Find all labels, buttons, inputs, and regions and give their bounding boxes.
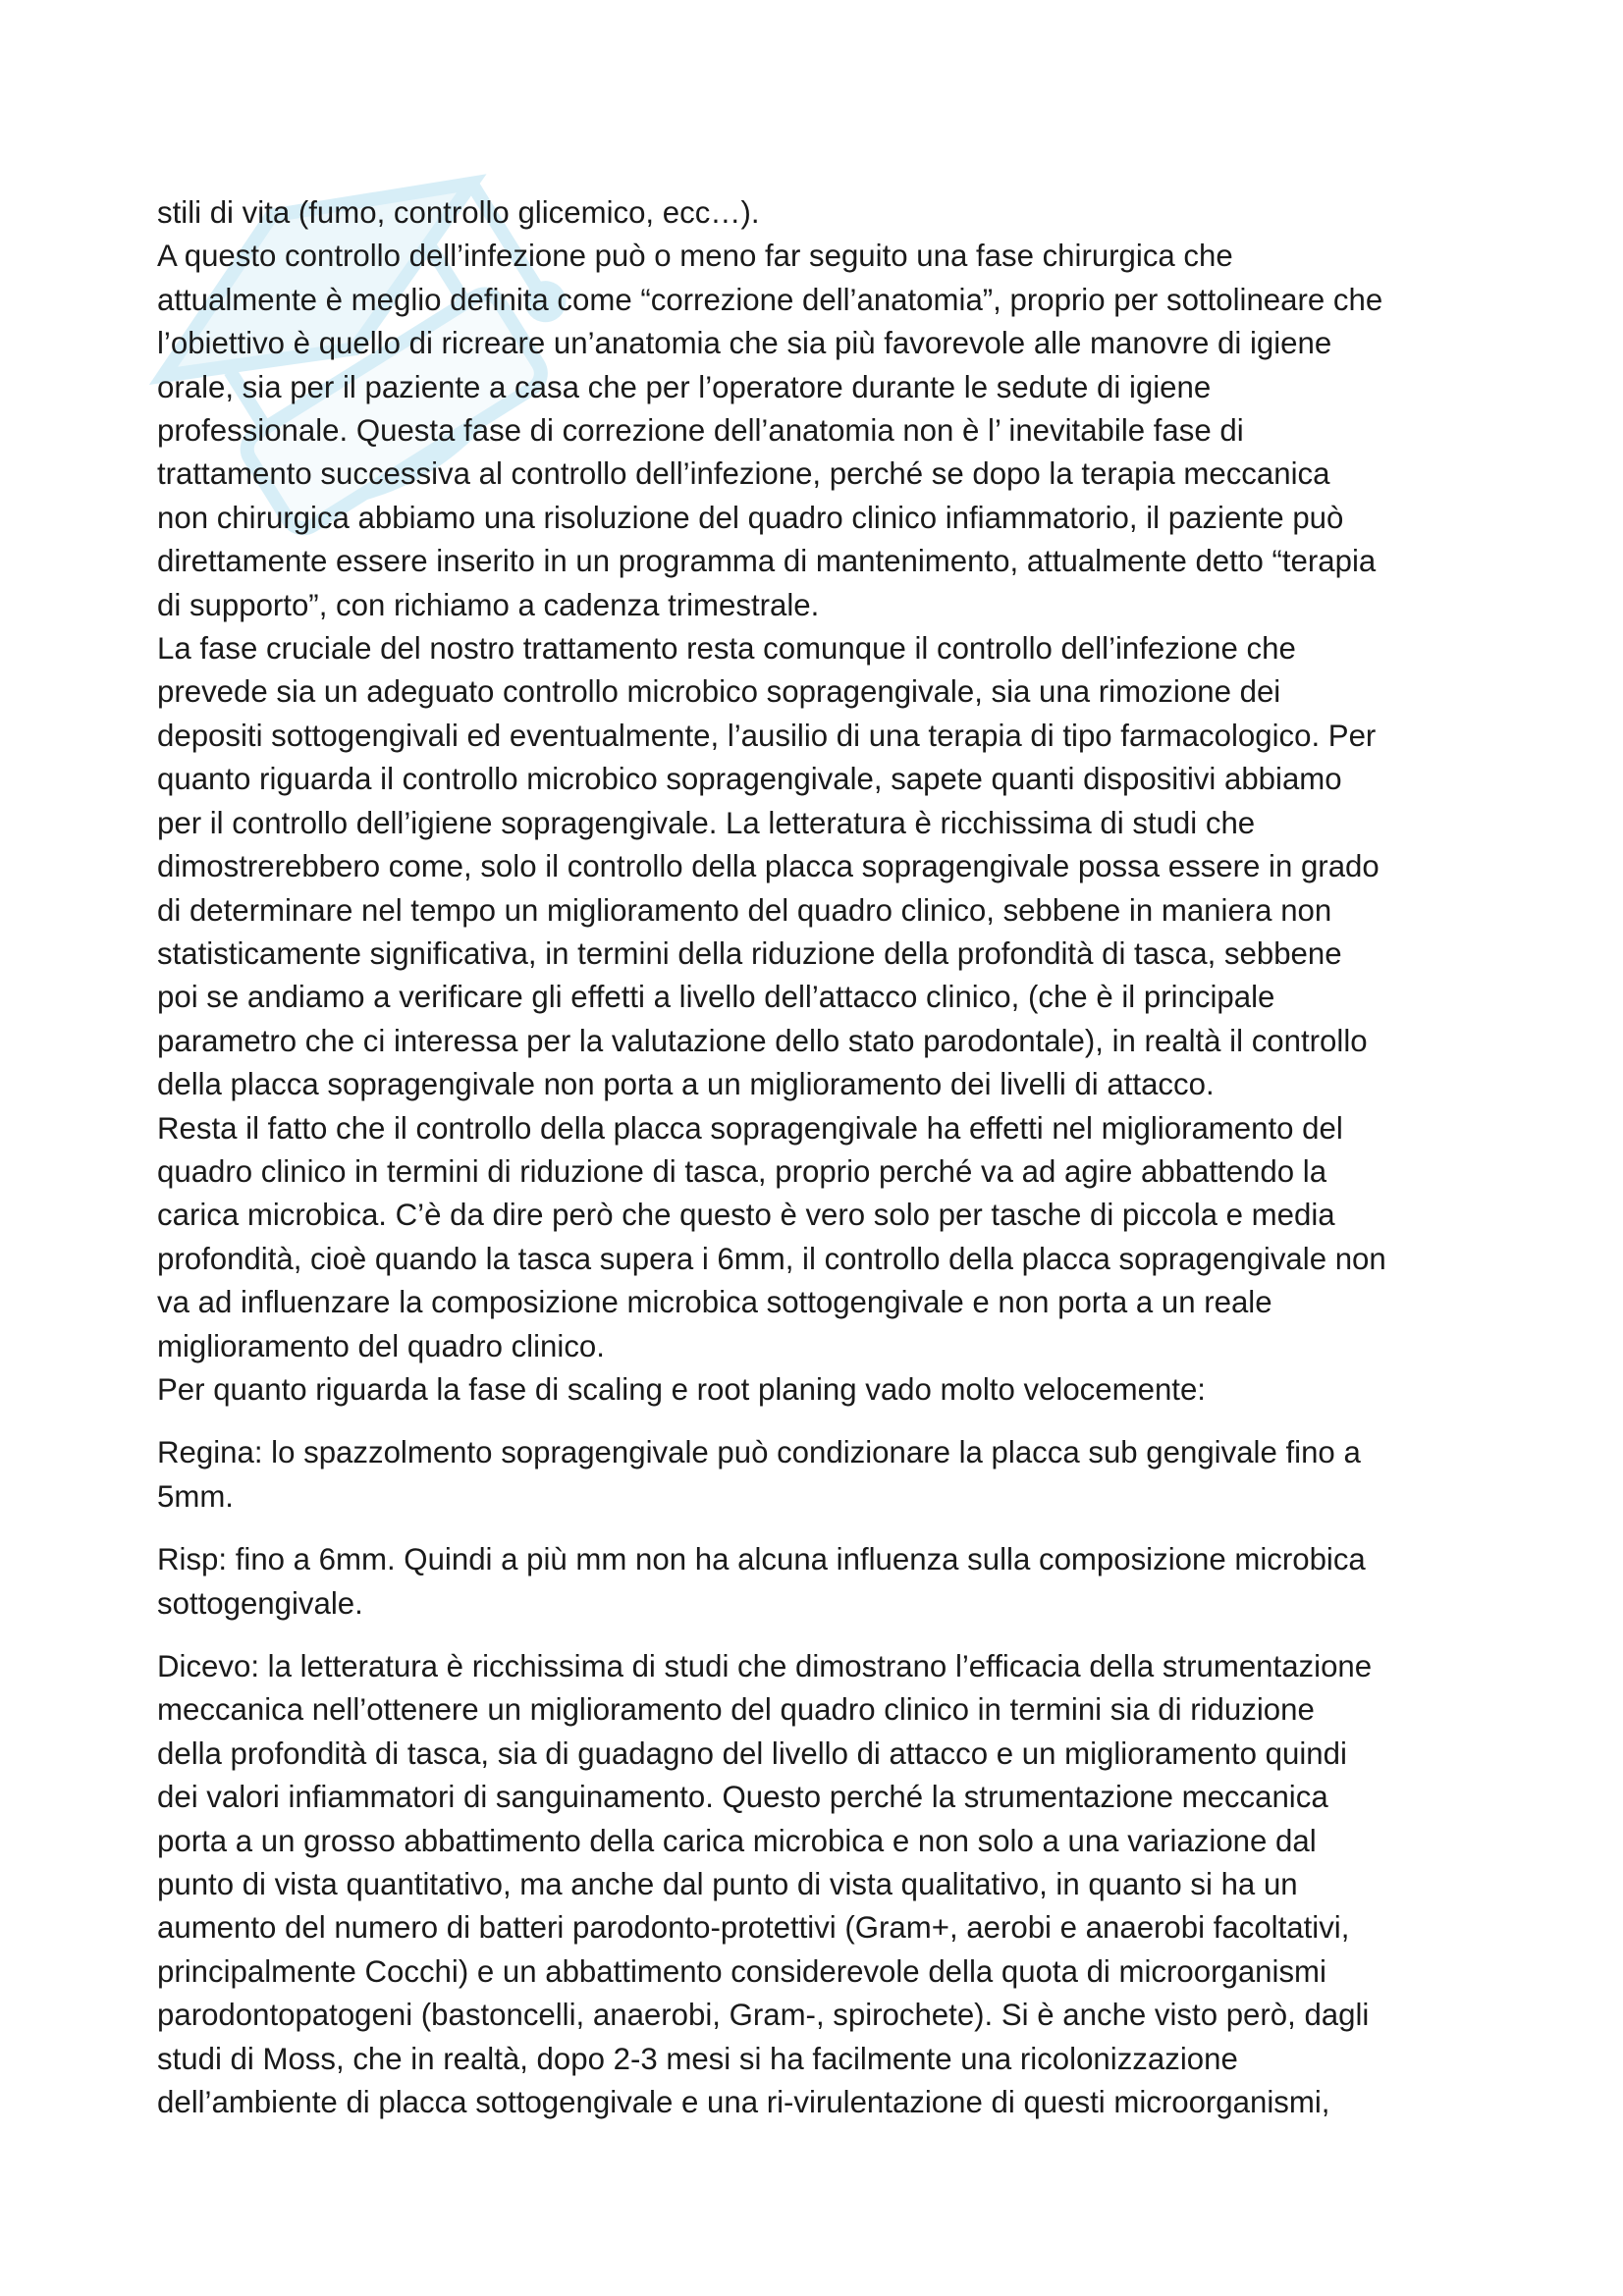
text-line: miglioramento del quadro clinico. [157,1328,605,1363]
text-line: profondità, cioè quando la tasca supera i 6mm, il controllo della placca sopragengivale non [157,1241,1386,1276]
text-line: 5mm. [157,1478,234,1514]
text-line: Regina: lo spazzolmento sopragengivale può condizionare la placca sub gengivale fino a [157,1435,1361,1470]
text-line: dimostrerebbero come, solo il controllo della placca sopragengivale possa essere in grado [157,849,1380,884]
text-line: Dicevo: la letteratura è ricchissima di studi che dimostrano l’efficacia della strumentazione [157,1649,1373,1683]
text-line: sottogengivale. [157,1585,363,1621]
paragraph-block-continuation [157,1645,1478,2124]
text-line: La fase cruciale del nostro trattamento resta comunque il controllo dell’infezione che [157,631,1296,667]
text-line: trattamento successiva al controllo dell’infezione, perché se dopo la terapia meccanica [157,456,1330,492]
text-line: aumento del numero di batteri parodonto-protettivi (Gram+, aerobi e anaerobi facoltativi, [157,1910,1350,1946]
text-line: Per quanto riguarda la fase di scaling e root planing vado molto velocemente: [157,1371,1206,1407]
text-line: attualmente è meglio definita come “correzione dell’anatomia”, proprio per sottolineare che [157,282,1383,317]
text-line: va ad influenzare la composizione microbica sottogengivale e non porta a un reale [157,1285,1272,1320]
text-line: parametro che ci interessa per la valutazione dello stato parodontale), in realtà il controllo [157,1023,1368,1058]
text-line: A questo controllo dell’infezione può o meno far seguito una fase chirurgica che [157,239,1233,274]
text-line: statisticamente significativa, in termini della riduzione della profondità di tasca, sebbene [157,935,1342,971]
document-page [157,191,1478,2124]
text-line: principalmente Cocchi) e un abbattimento considerevole della quota di microorganismi [157,1953,1326,1989]
text-line: dei valori infiammatori di sanguinamento. Questo perché la strumentazione meccanica [157,1780,1328,1815]
text-line: poi se andiamo a verificare gli effetti a livello dell’attacco clinico, (che è il principale [157,980,1275,1015]
text-line: prevede sia un adeguato controllo microbico sopragengivale, sia una rimozione dei [157,674,1281,710]
paragraph-block-question [157,1431,1478,1519]
paragraph-spacer [157,1626,1478,1645]
text-line: l’obiettivo è quello di ricreare un’anatomia che sia più favorevole alle manovre di igiene [157,326,1332,361]
text-line: Risp: fino a 6mm. Quindi a più mm non ha alcuna influenza sulla composizione microbica [157,1542,1366,1577]
text-line: studi di Moss, che in realtà, dopo 2-3 mesi si ha facilmente una ricolonizzazione [157,2041,1238,2076]
text-line: Resta il fatto che il controllo della placca sopragengivale ha effetti nel miglioramento del [157,1110,1343,1146]
text-line: non chirurgica abbiamo una risoluzione del quadro clinico infiammatorio, il paziente può [157,500,1344,535]
text-line: meccanica nell’ottenere un miglioramento del quadro clinico in termini sia di riduzione [157,1692,1315,1728]
text-line: carica microbica. C’è da dire però che questo è vero solo per tasche di piccola e media [157,1198,1335,1233]
text-line: per il controllo dell’igiene sopragengivale. La letteratura è ricchissima di studi che [157,805,1256,840]
text-line: punto di vista quantitativo, ma anche dal punto di vista qualitativo, in quanto si ha un [157,1867,1298,1902]
text-line: dell’ambiente di placca sottogengivale e una ri-virulentazione di questi microorganismi, [157,2085,1330,2120]
text-line: quadro clinico in termini di riduzione di tasca, proprio perché va ad agire abbattendo la [157,1153,1327,1189]
text-line: depositi sottogengivali ed eventualmente, l’ausilio di una terapia di tipo farmacologico. Per [157,718,1377,753]
paragraph-spacer [157,1519,1478,1538]
text-line: parodontopatogeni (bastoncelli, anaerobi, Gram-, spirochete). Si è anche visto però, dagli [157,1998,1370,2033]
text-line: stili di vita (fumo, controllo glicemico, ecc…). [157,195,760,230]
text-line: porta a un grosso abbattimento della carica microbica e non solo a una variazione dal [157,1823,1317,1858]
paragraph-spacer [157,1412,1478,1431]
paragraph-block-main [157,191,1478,1412]
text-line: quanto riguarda il controllo microbico sopragengivale, sapete quanti dispositivi abbiamo [157,762,1342,797]
text-line: della profondità di tasca, sia di guadagno del livello di attacco e un miglioramento quindi [157,1735,1347,1771]
text-line: professionale. Questa fase di correzione dell’anatomia non è l’ inevitabile fase di [157,413,1244,449]
text-line: di determinare nel tempo un miglioramento del quadro clinico, sebbene in maniera non [157,892,1332,928]
text-line: di supporto”, con richiamo a cadenza trimestrale. [157,587,820,622]
text-line: orale, sia per il paziente a casa che per l’operatore durante le sedute di igiene [157,369,1212,404]
paragraph-block-answer [157,1538,1478,1626]
text-line: direttamente essere inserito in un programma di mantenimento, attualmente detto “terapia [157,544,1377,579]
text-line: della placca sopragengivale non porta a un miglioramento dei livelli di attacco. [157,1067,1215,1102]
